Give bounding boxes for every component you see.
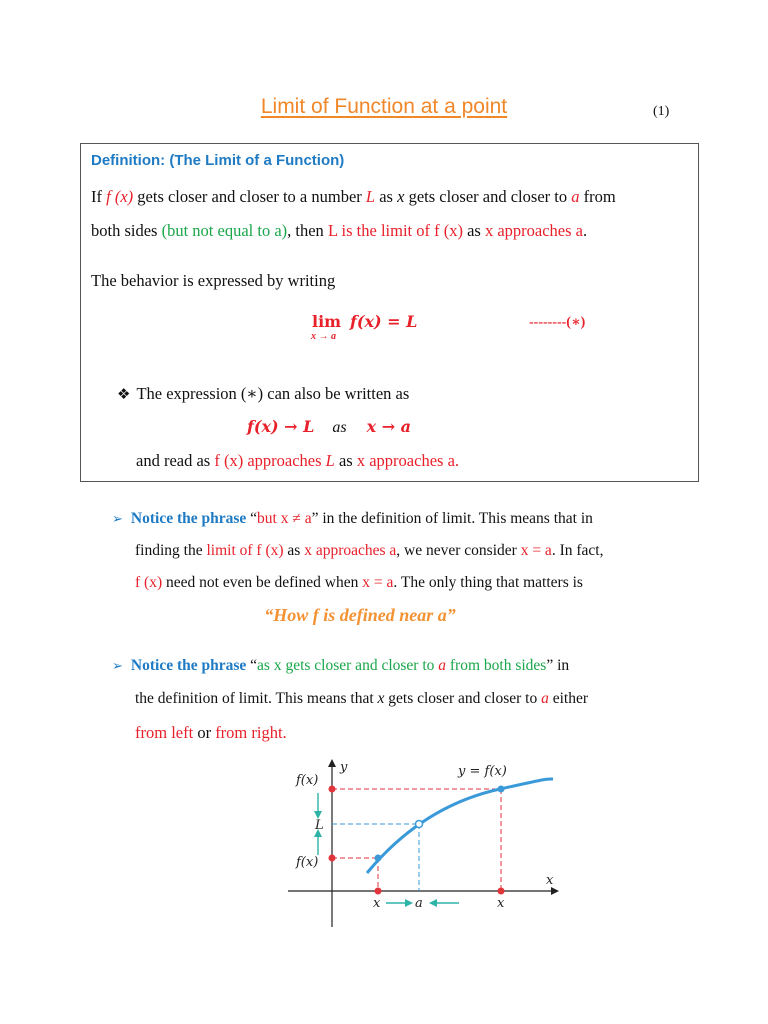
function-curve: [367, 779, 553, 873]
text: “: [246, 657, 258, 674]
read-as-line: [136, 451, 459, 471]
as-word: as: [332, 419, 347, 436]
fx-to-L: f(x) → L: [247, 417, 315, 436]
notice-2-line-2: [135, 690, 588, 708]
guide-lines: [332, 789, 501, 891]
notice-2-line-1: [112, 657, 569, 675]
x-left-label: x: [373, 896, 381, 911]
diamond-bullet-icon: ❖: [117, 385, 131, 403]
a-term: a: [571, 187, 580, 206]
notice-1-line-3: [135, 574, 583, 592]
definition-line-1: [91, 187, 616, 207]
from-right: from right.: [215, 723, 287, 742]
page-number: (1): [653, 104, 670, 119]
x-term: x: [397, 187, 405, 206]
limit-statement: L is the limit of f (x): [327, 221, 463, 240]
text: .: [583, 221, 588, 240]
limit-of-fx: limit of f (x): [206, 542, 284, 559]
text: the definition of limit. This means that: [135, 690, 378, 707]
x-to-a: x → a: [366, 417, 412, 436]
text: gets closer and closer to a number: [133, 187, 366, 206]
definition-box: [80, 143, 699, 482]
text: gets closer and closer to: [404, 187, 572, 206]
text: . In fact,: [551, 542, 604, 559]
curve-point-left: [375, 855, 382, 862]
fx-top-label: f(x): [296, 773, 319, 788]
limit-graph: [285, 755, 575, 930]
x-axis-label: x: [546, 873, 554, 888]
notice-label: Notice the phrase: [130, 510, 247, 527]
notice-2-line-3: [135, 723, 287, 743]
curve-label: y = f(x): [458, 764, 507, 779]
y-axis-label: y: [340, 760, 348, 775]
text: as: [462, 221, 485, 240]
but-x-not-a: but x ≠ a: [257, 510, 312, 527]
hole-point: [416, 821, 423, 828]
text: If: [91, 187, 107, 206]
lim-word: lim: [312, 312, 342, 331]
x-equals-a: x = a: [362, 574, 394, 591]
a-term: a: [541, 690, 549, 707]
text: both sides: [91, 221, 162, 240]
not-equal-note: (but not equal to a): [161, 221, 288, 240]
x-equals-a: x = a: [520, 542, 552, 559]
definition-line-3: The behavior is expressed by writing: [91, 271, 336, 290]
limit-L: L: [325, 451, 335, 470]
x-right-label: x: [497, 896, 505, 911]
limit-expression: f(x) = L: [350, 312, 418, 331]
L-label: L: [315, 818, 324, 833]
curve-point-right: [498, 786, 505, 793]
arrow-bullet-icon: ➢: [112, 659, 123, 674]
definition-line-2: [91, 221, 587, 241]
text: and read as: [136, 451, 215, 470]
definition-heading: Definition: (The Limit of a Function): [91, 152, 345, 169]
notice-1-line-1: [112, 510, 593, 528]
both-sides-phrase: as x gets closer and closer to: [257, 657, 439, 674]
a-label: a: [415, 896, 423, 911]
text: or: [193, 723, 216, 742]
lim-subscript: x → a: [311, 331, 336, 342]
fx-approaches: f (x) approaches: [214, 451, 322, 470]
expression-note: [117, 384, 409, 404]
text: as: [375, 187, 398, 206]
from-left: from left: [135, 723, 194, 742]
x-approaches-a: x approaches a.: [356, 451, 460, 470]
page-title: Limit of Function at a point: [260, 95, 508, 118]
arrow-notation: [247, 417, 411, 437]
text: as: [283, 542, 305, 559]
fx-bottom-label: f(x): [296, 855, 319, 870]
text: as: [334, 451, 357, 470]
fx-term: f (x): [106, 187, 134, 206]
text: gets closer and closer to: [384, 690, 542, 707]
text: either: [548, 690, 589, 707]
text: , we never consider: [396, 542, 521, 559]
equation-label: --------(∗): [529, 315, 586, 330]
emphasis-quote: “How f is defined near a”: [264, 605, 456, 625]
x-approaches-a: x approaches a: [304, 542, 397, 559]
text: . The only thing that matters is: [393, 574, 583, 591]
fx-top-point: [329, 786, 336, 793]
text: “: [246, 510, 258, 527]
both-sides-phrase: from both sides: [446, 657, 547, 674]
x-left-point: [375, 888, 382, 895]
text: The expression (∗) can also be written as: [136, 384, 410, 403]
text: ” in the definition of limit. This means that in: [311, 510, 593, 527]
fx-term: f (x): [135, 574, 163, 591]
notice-1-line-2: [135, 542, 603, 560]
text: from: [579, 187, 616, 206]
notice-label: Notice the phrase: [130, 657, 247, 674]
text: need not even be defined when: [162, 574, 363, 591]
a-term: a: [438, 657, 447, 674]
arrow-bullet-icon: ➢: [112, 512, 123, 527]
limit-formula: [311, 312, 418, 342]
fx-bottom-point: [329, 855, 336, 862]
x-approaches-a: x approaches a: [484, 221, 584, 240]
text: finding the: [135, 542, 207, 559]
limit-L: L: [365, 187, 376, 206]
text: ” in: [546, 657, 570, 674]
x-right-point: [498, 888, 505, 895]
text: , then: [287, 221, 328, 240]
x-term: x: [377, 690, 385, 707]
